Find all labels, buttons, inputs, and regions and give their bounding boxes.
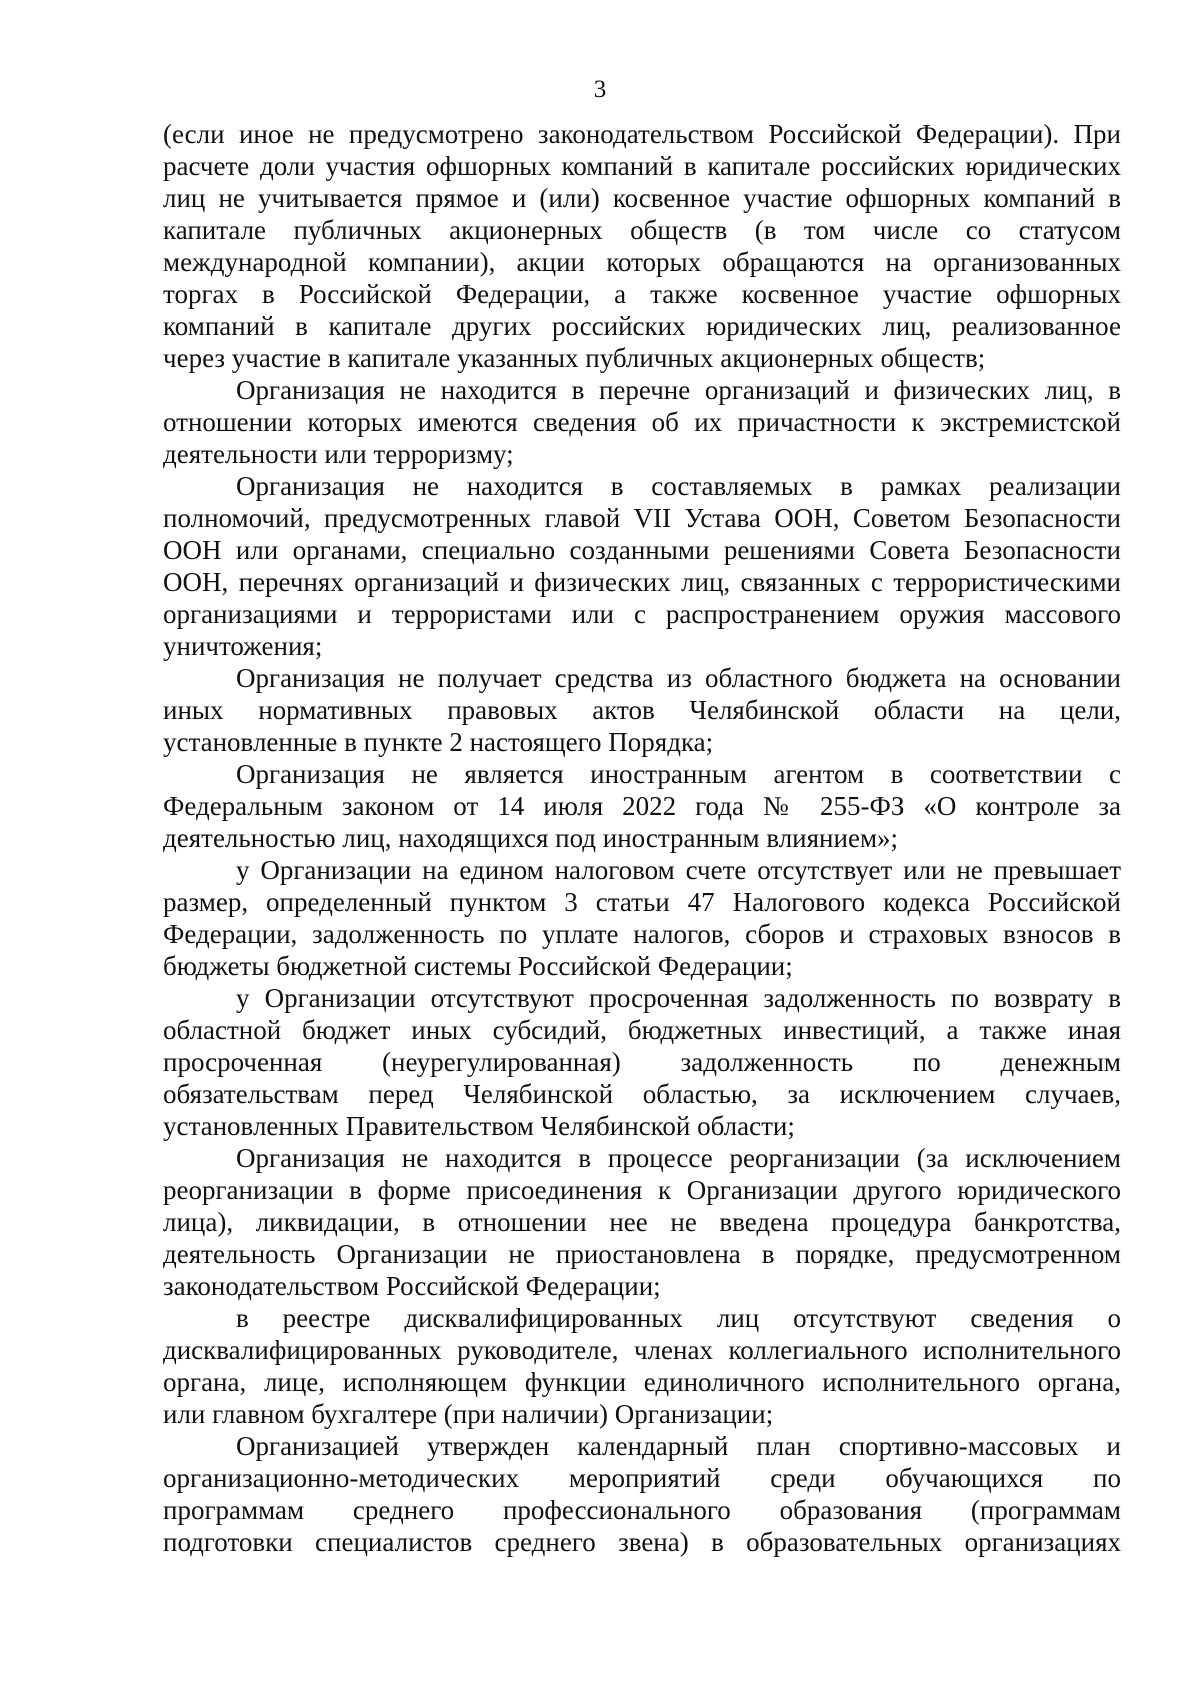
text-line: размер, определенный пунктом 3 статьи 47 Налогового кодекса Российской (163, 887, 1121, 917)
paragraph-first-line: у Организации на едином налоговом счете отсутствует или не превышает (236, 855, 1121, 885)
text-line: ООН, перечнях организаций и физических лиц, связанных с террористическими (163, 567, 1121, 597)
page-number: 3 (593, 76, 607, 103)
paragraph-first-line: в реестре дисквалифицированных лиц отсутствуют сведения о (236, 1303, 1121, 1333)
text-line: лица), ликвидации, в отношении нее не введена процедура банкротства, (163, 1207, 1121, 1237)
paragraph-first-line: Организация не находится в перечне организаций и физических лиц, в (236, 375, 1121, 405)
text-line: капитале публичных акционерных обществ (в том числе со статусом (163, 215, 1121, 245)
text-line: программам среднего профессионального образования (программам (163, 1495, 1121, 1525)
text-line: обязательствам перед Челябинской областью, за исключением случаев, (163, 1079, 1121, 1109)
paragraph-first-line: Организацией утвержден календарный план спортивно-массовых и (236, 1431, 1121, 1461)
text-line: лиц не учитывается прямое и (или) косвенное участие офшорных компаний в (163, 183, 1121, 213)
text-line: организационно-методических мероприятий среди обучающихся по (163, 1463, 1121, 1493)
paragraph-first-line: Организация не является иностранным агентом в соответствии с (236, 759, 1121, 789)
text-line: расчете доли участия офшорных компаний в капитале российских юридических (163, 151, 1121, 181)
text-line: установленные в пункте 2 настоящего Порядка; (163, 727, 714, 757)
text-line: Федеральным законом от 14 июля 2022 года № 255-ФЗ «О контроле за (163, 791, 1121, 821)
document-body (163, 118, 1121, 1558)
text-line: дисквалифицированных руководителе, членах коллегиального исполнительного (163, 1335, 1121, 1365)
text-line: ООН или органами, специально созданными решениями Совета Безопасности (163, 535, 1121, 565)
text-line: областной бюджет иных субсидий, бюджетных инвестиций, а также иная (163, 1015, 1121, 1045)
text-line: или главном бухгалтере (при наличии) Организации; (163, 1399, 774, 1429)
paragraph-first-line: Организация не находится в процессе реорганизации (за исключением (236, 1143, 1121, 1173)
text-line: просроченная (неурегулированная) задолженность по денежным (163, 1047, 1121, 1077)
text-line: деятельностью лиц, находящихся под иностранным влиянием»; (163, 823, 899, 853)
paragraph-first-line: у Организации отсутствуют просроченная задолженность по возврату в (236, 983, 1121, 1013)
text-line: Федерации, задолженность по уплате налогов, сборов и страховых взносов в (163, 919, 1121, 949)
text-line: органа, лице, исполняющем функции единоличного исполнительного органа, (163, 1367, 1121, 1397)
text-line: реорганизации в форме присоединения к Организации другого юридического (163, 1175, 1121, 1205)
text-line: бюджеты бюджетной системы Российской Федерации; (163, 951, 793, 981)
text-line: компаний в капитале других российских юридических лиц, реализованное (163, 311, 1121, 341)
text-line: организациями и террористами или с распространением оружия массового (163, 599, 1121, 629)
text-line: полномочий, предусмотренных главой VII Устава ООН, Советом Безопасности (163, 503, 1121, 533)
text-line: подготовки специалистов среднего звена) в образовательных организациях (163, 1527, 1121, 1557)
text-line: деятельности или терроризму; (163, 439, 514, 469)
paragraph-first-line: Организация не получает средства из областного бюджета на основании (236, 663, 1121, 693)
text-line: через участие в капитале указанных публичных акционерных обществ; (163, 343, 986, 373)
text-line: торгах в Российской Федерации, а также косвенное участие офшорных (163, 279, 1121, 309)
text-line: уничтожения; (163, 631, 323, 661)
text-line: (если иное не предусмотрено законодательством Российской Федерации). При (163, 119, 1121, 149)
text-line: международной компании), акции которых обращаются на организованных (163, 247, 1121, 277)
paragraph-first-line: Организация не находится в составляемых в рамках реализации (236, 471, 1121, 501)
text-line: установленных Правительством Челябинской области; (163, 1111, 795, 1141)
text-line: иных нормативных правовых актов Челябинской области на цели, (163, 695, 1121, 725)
text-line: отношении которых имеются сведения об их причастности к экстремистской (163, 407, 1121, 437)
text-line: законодательством Российской Федерации; (163, 1271, 661, 1301)
text-line: деятельность Организации не приостановлена в порядке, предусмотренном (163, 1239, 1121, 1269)
